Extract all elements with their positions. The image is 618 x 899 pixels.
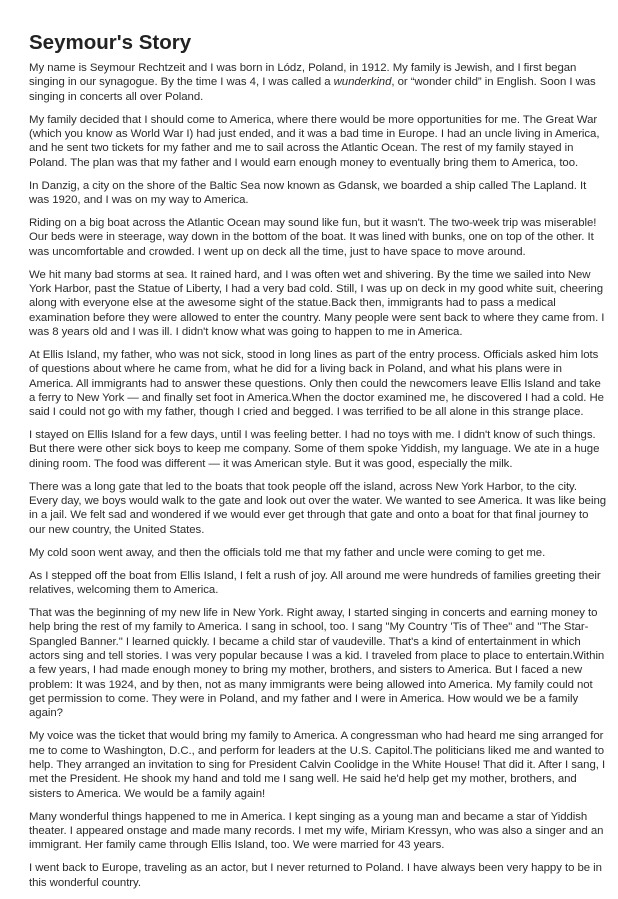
paragraph-1-text-before: My name is Seymour Rechtzeit and I was born in Lódz, Poland, in 1912. My family is Jewish, and I first began singing in our synagogue. By the time I was 4, I was called a [29,62,577,89]
document-page [29,31,607,899]
paragraph-10: As I stepped off the boat from Ellis Island, I felt a rush of joy. All around me were hundreds of families greeting their relatives, welcoming them to America. [29,569,601,596]
paragraph-6: At Ellis Island, my father, who was not sick, stood in long lines as part of the entry process. Officials asked him lots of questions about where he came from, what he did for a living back in Poland, and what his plans were in America. All immigrants had to answer these questions. Only then could the newcomers leave Ellis Island and take a ferry to New York — and finally set foot in America.When the doctor examined me, he discovered I had a cold. He said I could not go with my father, though I cried and begged. I was terrified to be all alone in this strange place. [29,348,604,419]
paragraph-1 [29,61,607,104]
paragraph-1-text-after: , or “wonder child” in English. Soon I was singing in concerts all over Poland. [29,76,596,103]
paragraph-1-emphasis: wunderkind [333,76,392,89]
paragraph-8: There was a long gate that led to the boats that took people off the island, across New York Harbor, to the city. Every day, we boys would walk to the gate and look out over the water. We wanted to see America. It was like being in a jail. We felt sad and wondered if we would ever get through that gate and onto a boat for that final journey to our new country, the United States. [29,480,607,536]
paragraph-9: My cold soon went away, and then the officials told me that my father and uncle were coming to get me. [29,546,546,559]
paragraph-12: My voice was the ticket that would bring my family to America. A congressman who had heard me sing arranged for me to come to Washington, D.C., and perform for leaders at the U.S. Capitol.The politicians liked me and wanted to help. They arranged an invitation to sing for President Calvin Coolidge in the White House! That did it. After I sang, I met the President. He shook my hand and told me I sang well. He said he'd help get my mother, brothers, and sisters to America. We would be a family again! [29,730,606,800]
paragraph-13: Many wonderful things happened to me in America. I kept singing as a young man and became a star of Yiddish theater. I appeared onstage and made many records. I met my wife, Miriam Kressyn, who was also a singer and an immigrant. Her family came through Ellis Island, too. We were married for 43 years. [29,810,604,852]
paragraph-14: I went back to Europe, traveling as an actor, but I never returned to Poland. I have always been very happy to be in this wonderful country. [29,862,602,889]
paragraph-2: My family decided that I should come to America, where there would be more opportunities for me. The Great War (which you know as World War I) had just ended, and it was a bad time in Europe. I had an uncle living in America, and he sent two tickets for my father and me to sail across the Atlantic Ocean. The rest of my family stayed in Poland. The plan was that my father and I would earn enough money to eventually bring them to America, too. [29,113,600,169]
paragraph-11: That was the beginning of my new life in New York. Right away, I started singing in concerts and earning money to help bring the rest of my family to America. I sang in school, too. I sang "My Country 'Tis of Thee" and "The Star-Spangled Banner." I learned quickly. I became a child star of vaudeville. That's a kind of entertainment in which actors sing and tell stories. I was very popular because I was a kid. I traveled from place to place to entertain.Within a few years, I had made enough money to bring my mother, brothers, and sisters to America. But I faced a new problem: It was 1924, and by then, not as many immigrants were being allowed into America. My family could not get permission to come. They were in Poland, and my father and I were in America. How would we be a family again? [29,606,605,720]
paragraph-4: Riding on a big boat across the Atlantic Ocean may sound like fun, but it wasn't. The two-week trip was miserable! Our beds were in steerage, way down in the bottom of the boat. It was lined with bunks, one on top of the other. It was uncomfortable and crowded. I went up on deck all the time, just to have space to move around. [29,216,597,258]
page-title: Seymour's Story [29,31,192,54]
paragraph-5: We hit many bad storms at sea. It rained hard, and I was often wet and shivering. By the time we sailed into New York Harbor, past the Statue of Liberty, I had a very bad cold. Still, I was up on deck in my good white suit, cheering along with everyone else at the awesome sight of the statue.Back then, immigrants had to pass a medical examination before they were allowed to enter the country. Many people were sent back to where they came from. I was 8 years old and I was ill. I didn't know what was going to happen to me in America. [29,268,605,338]
paragraph-7: I stayed on Ellis Island for a few days, until I was feeling better. I had no toys with me. I didn't know of such things. But there were other sick boys to keep me company. Some of them spoke Yiddish, my language. We ate in a huge dining room. The food was different — it was American style. But it was good, especially the milk. [29,429,600,470]
paragraph-3: In Danzig, a city on the shore of the Baltic Sea now known as Gdansk, we boarded a ship called The Lapland. It was 1920, and I was on my way to America. [29,179,587,206]
